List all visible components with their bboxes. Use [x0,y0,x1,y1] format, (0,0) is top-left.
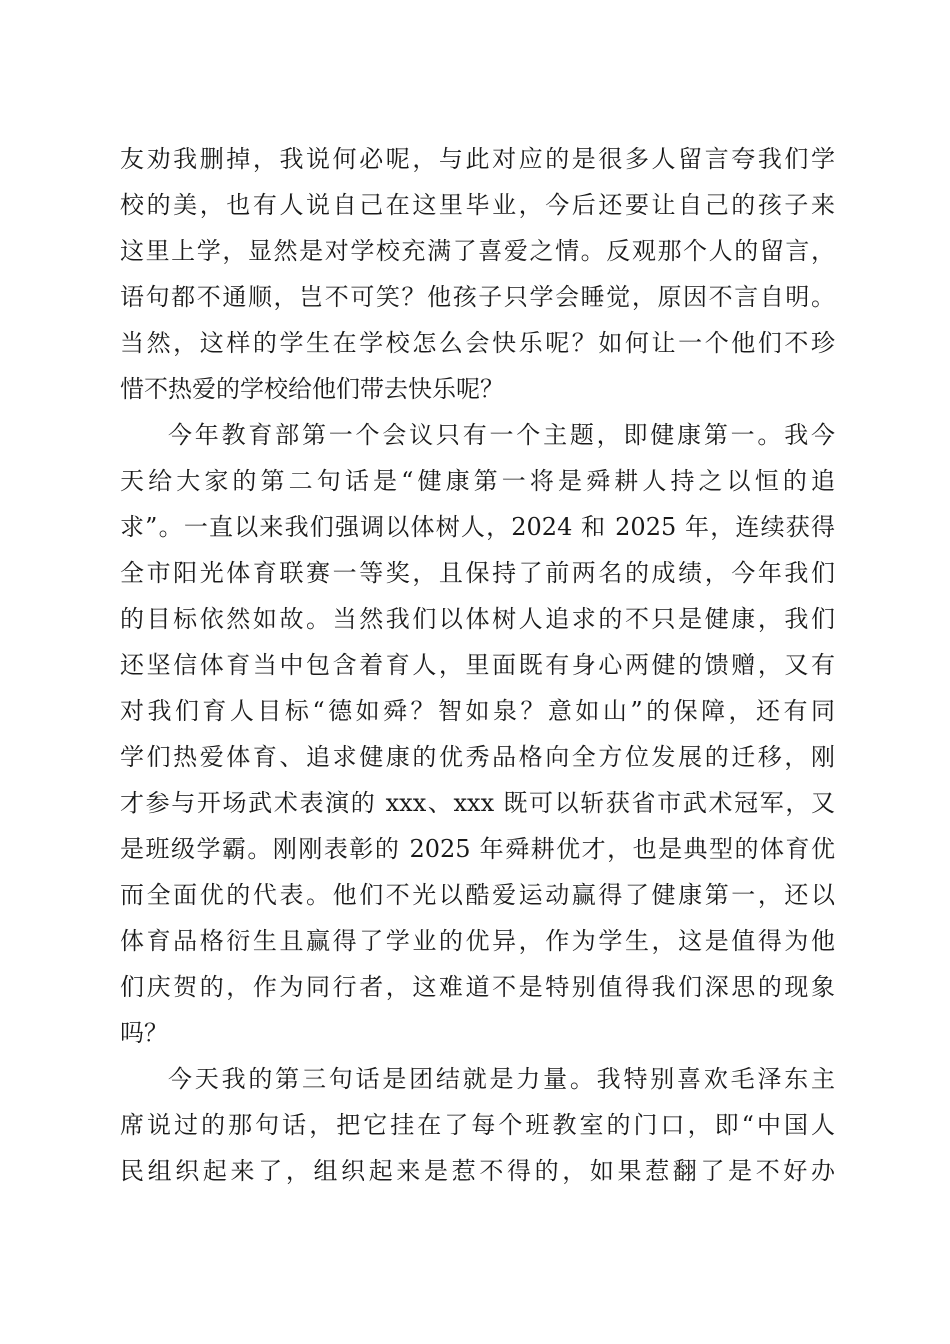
text-line: 的目标依然如故。当然我们以体树人追求的不只是健康，我们 [120,605,835,633]
text-line: 吗？ [120,1019,168,1047]
text-line: 求”。一直以来我们强调以体树人，2024 和 2025 年，连续获得 [120,513,835,541]
text-line: 今年教育部第一个会议只有一个主题，即健康第一。我今 [168,421,835,449]
text-line: 是班级学霸。刚刚表彰的 2025 年舜耕优才，也是典型的体育优 [120,835,835,863]
text-line: 校的美，也有人说自己在这里毕业，今后还要让自己的孩子来 [120,191,835,219]
text-line: 语句都不通顺，岂不可笑？他孩子只学会睡觉，原因不言自明。 [120,283,835,311]
text-line: 学们热爱体育、追求健康的优秀品格向全方位发展的迁移，刚 [120,743,835,771]
text-line: 当然，这样的学生在学校怎么会快乐呢？如何让一个他们不珍 [120,329,835,357]
text-line: 全市阳光体育联赛一等奖，且保持了前两名的成绩，今年我们 [120,559,835,587]
text-line: 而全面优的代表。他们不光以酷爱运动赢得了健康第一，还以 [120,881,835,909]
text-line: 今天我的第三句话是团结就是力量。我特别喜欢毛泽东主 [168,1065,835,1093]
text-line: 友劝我删掉，我说何必呢，与此对应的是很多人留言夸我们学 [120,145,835,173]
text-line: 还坚信体育当中包含着育人，里面既有身心两健的馈赠，又有 [120,651,835,679]
text-line: 惜不热爱的学校给他们带去快乐呢？ [120,375,504,403]
text-line: 们庆贺的，作为同行者，这难道不是特别值得我们深思的现象 [120,973,835,1001]
text-line: 才参与开场武术表演的 xxx、xxx 既可以斩获省市武术冠军，又 [120,789,835,817]
text-line: 天给大家的第二句话是“健康第一将是舜耕人持之以恒的追 [120,467,835,495]
text-line: 体育品格衍生且赢得了学业的优异，作为学生，这是值得为他 [120,927,835,955]
text-line: 席说过的那句话，把它挂在了每个班教室的门口，即“中国人 [120,1111,835,1139]
text-line: 对我们育人目标“德如舜？智如泉？意如山”的保障，还有同 [120,697,835,725]
text-line: 民组织起来了，组织起来是惹不得的，如果惹翻了是不好办 [120,1157,835,1185]
text-line: 这里上学，显然是对学校充满了喜爱之情。反观那个人的留言， [120,237,835,265]
body-text [120,136,835,1194]
